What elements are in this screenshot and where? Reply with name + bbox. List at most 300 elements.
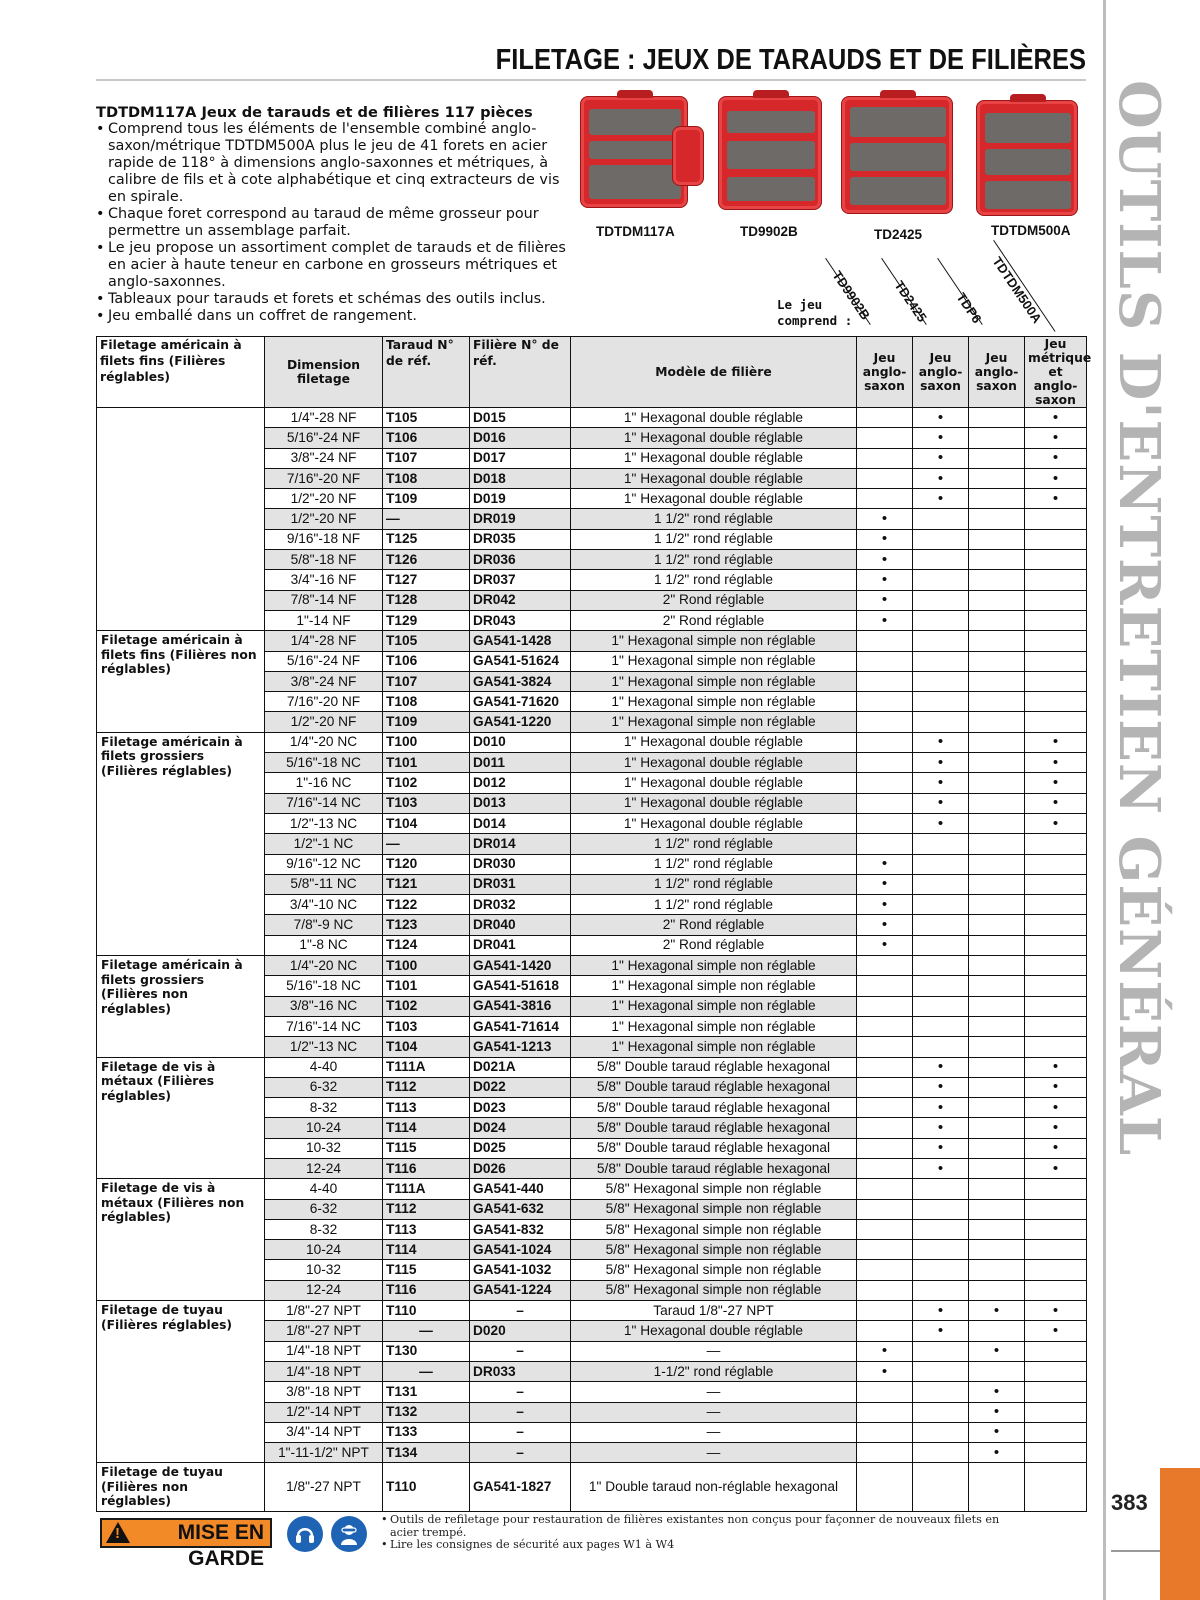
kit3-inclusion-cell bbox=[969, 1463, 1025, 1512]
product-description bbox=[96, 104, 576, 325]
kit-column-label: TDP6 bbox=[953, 290, 985, 326]
kit4-inclusion-cell bbox=[1025, 1240, 1087, 1260]
tap-ref-cell: T108 bbox=[383, 692, 470, 712]
kit-column-label: TD9902B bbox=[829, 268, 874, 323]
thread-dimension-cell: 3/8"-24 NF bbox=[265, 671, 383, 691]
kit2-inclusion-cell: • bbox=[913, 448, 969, 468]
kit1-inclusion-cell bbox=[857, 1280, 913, 1300]
kit4-inclusion-cell: • bbox=[1025, 468, 1087, 488]
kit3-inclusion-cell bbox=[969, 1260, 1025, 1280]
die-model-cell: 1 1/2" rond réglable bbox=[571, 570, 857, 590]
die-ref-cell: D022 bbox=[470, 1077, 571, 1097]
tap-ref-cell: — bbox=[383, 834, 470, 854]
kit1-inclusion-cell bbox=[857, 1158, 913, 1178]
kit4-inclusion-cell bbox=[1025, 1179, 1087, 1199]
kit4-inclusion-cell bbox=[1025, 1280, 1087, 1300]
die-ref-cell: D015 bbox=[470, 408, 571, 428]
thread-dimension-cell: 8-32 bbox=[265, 1098, 383, 1118]
kit2-inclusion-cell bbox=[913, 996, 969, 1016]
die-model-cell: 1" Hexagonal double réglable bbox=[571, 468, 857, 488]
page-number: 383 bbox=[1111, 1490, 1148, 1515]
tap-die-case-image bbox=[841, 96, 953, 214]
product-label: TD2425 bbox=[874, 227, 923, 242]
kit3-inclusion-cell bbox=[969, 651, 1025, 671]
die-ref-cell: D016 bbox=[470, 428, 571, 448]
kit3-inclusion-cell bbox=[969, 915, 1025, 935]
die-ref-cell: GA541-1032 bbox=[470, 1260, 571, 1280]
die-model-cell: 5/8" Hexagonal simple non réglable bbox=[571, 1240, 857, 1260]
die-model-cell: 1 1/2" rond réglable bbox=[571, 854, 857, 874]
tap-ref-cell: T113 bbox=[383, 1098, 470, 1118]
kit2-inclusion-cell bbox=[913, 550, 969, 570]
kit4-inclusion-cell bbox=[1025, 1361, 1087, 1381]
kit3-header: Jeu anglo-saxon bbox=[969, 337, 1025, 408]
kit1-inclusion-cell bbox=[857, 1016, 913, 1036]
eye-protection-icon bbox=[331, 1516, 367, 1552]
kit4-inclusion-cell: • bbox=[1025, 1138, 1087, 1158]
kit1-inclusion-cell bbox=[857, 1199, 913, 1219]
tap-die-case-image bbox=[718, 96, 822, 210]
thread-dimension-cell: 5/16"-18 NC bbox=[265, 976, 383, 996]
die-model-cell: 2" Rond réglable bbox=[571, 610, 857, 630]
tap-ref-cell: T111A bbox=[383, 1179, 470, 1199]
thread-dimension-cell: 1"-11-1/2" NPT bbox=[265, 1443, 383, 1463]
feature-item: • Le jeu propose un assortiment complet de tarauds et de filières en acier à haute teneur en carbone en grosseurs métriques et anglo-saxonnes. bbox=[96, 240, 576, 291]
table-row bbox=[97, 1057, 1087, 1077]
kit1-inclusion-cell bbox=[857, 671, 913, 691]
thread-dimension-cell: 3/8"-18 NPT bbox=[265, 1382, 383, 1402]
kit1-inclusion-cell bbox=[857, 834, 913, 854]
thread-dimension-cell: 5/8"-11 NC bbox=[265, 874, 383, 894]
kit3-inclusion-cell bbox=[969, 408, 1025, 428]
tap-ref-cell: T100 bbox=[383, 732, 470, 752]
die-header: Filière N° de réf. bbox=[470, 337, 571, 408]
kit2-inclusion-cell bbox=[913, 1240, 969, 1260]
die-ref-cell: D014 bbox=[470, 813, 571, 833]
die-model-cell: 1" Hexagonal double réglable bbox=[571, 489, 857, 509]
kit2-inclusion-cell bbox=[913, 1341, 969, 1361]
kit1-inclusion-cell bbox=[857, 1402, 913, 1422]
die-model-cell: 1" Hexagonal simple non réglable bbox=[571, 976, 857, 996]
kit3-inclusion-cell bbox=[969, 1158, 1025, 1178]
die-ref-cell: GA541-71620 bbox=[470, 692, 571, 712]
kit2-inclusion-cell bbox=[913, 692, 969, 712]
die-model-cell: 5/8" Hexagonal simple non réglable bbox=[571, 1260, 857, 1280]
die-ref-cell: DR033 bbox=[470, 1361, 571, 1381]
kit3-inclusion-cell bbox=[969, 1118, 1025, 1138]
die-model-cell: 1" Hexagonal double réglable bbox=[571, 408, 857, 428]
thread-dimension-cell: 5/16"-24 NF bbox=[265, 428, 383, 448]
kit2-inclusion-cell: • bbox=[913, 1057, 969, 1077]
kit1-inclusion-cell bbox=[857, 1301, 913, 1321]
kit3-inclusion-cell bbox=[969, 793, 1025, 813]
kit1-inclusion-cell: • bbox=[857, 590, 913, 610]
kit1-inclusion-cell: • bbox=[857, 895, 913, 915]
thread-dimension-cell: 7/8"-9 NC bbox=[265, 915, 383, 935]
product-label: TDTDM500A bbox=[991, 223, 1071, 238]
tap-ref-cell: T132 bbox=[383, 1402, 470, 1422]
die-ref-cell: GA541-3816 bbox=[470, 996, 571, 1016]
kit3-inclusion-cell bbox=[969, 712, 1025, 732]
die-model-cell: 5/8" Hexagonal simple non réglable bbox=[571, 1219, 857, 1239]
kit1-inclusion-cell bbox=[857, 651, 913, 671]
thread-group-label: Filetage de tuyau (Filières non réglables) bbox=[97, 1463, 265, 1512]
kit2-inclusion-cell bbox=[913, 509, 969, 529]
kit3-inclusion-cell bbox=[969, 692, 1025, 712]
kit4-inclusion-cell bbox=[1025, 1463, 1087, 1512]
kit4-inclusion-cell bbox=[1025, 996, 1087, 1016]
die-model-cell: 5/8" Double taraud réglable hexagonal bbox=[571, 1098, 857, 1118]
table-row bbox=[97, 1179, 1087, 1199]
kit3-inclusion-cell bbox=[969, 1179, 1025, 1199]
die-model-cell: 1" Hexagonal double réglable bbox=[571, 813, 857, 833]
kit2-inclusion-cell bbox=[913, 1361, 969, 1381]
die-ref-cell: – bbox=[470, 1341, 571, 1361]
die-ref-cell: GA541-1224 bbox=[470, 1280, 571, 1300]
tap-ref-cell: T126 bbox=[383, 550, 470, 570]
kit3-inclusion-cell bbox=[969, 874, 1025, 894]
die-ref-cell: DR032 bbox=[470, 895, 571, 915]
die-ref-cell: – bbox=[470, 1443, 571, 1463]
thread-dimension-cell: 1/4"-28 NF bbox=[265, 408, 383, 428]
kit1-inclusion-cell: • bbox=[857, 570, 913, 590]
kit1-inclusion-cell bbox=[857, 1098, 913, 1118]
kit1-inclusion-cell: • bbox=[857, 854, 913, 874]
kit3-inclusion-cell bbox=[969, 570, 1025, 590]
kit1-inclusion-cell bbox=[857, 1037, 913, 1057]
page-title: FILETAGE : JEUX DE TARAUDS ET DE FILIÈRES bbox=[495, 44, 1086, 76]
die-ref-cell: GA541-1024 bbox=[470, 1240, 571, 1260]
kit1-inclusion-cell: • bbox=[857, 1341, 913, 1361]
kit4-inclusion-cell bbox=[1025, 550, 1087, 570]
die-model-cell: 5/8" Hexagonal simple non réglable bbox=[571, 1199, 857, 1219]
kit2-inclusion-cell bbox=[913, 1422, 969, 1442]
kit3-inclusion-cell bbox=[969, 1016, 1025, 1036]
hearing-protection-icon bbox=[287, 1516, 323, 1552]
kit3-inclusion-cell: • bbox=[969, 1443, 1025, 1463]
kit4-inclusion-cell bbox=[1025, 671, 1087, 691]
kit2-inclusion-cell: • bbox=[913, 489, 969, 509]
feature-item: • Jeu emballé dans un coffret de rangement. bbox=[96, 308, 576, 325]
kit4-inclusion-cell: • bbox=[1025, 489, 1087, 509]
die-ref-cell: – bbox=[470, 1382, 571, 1402]
kit2-inclusion-cell bbox=[913, 1260, 969, 1280]
kit4-inclusion-cell bbox=[1025, 1260, 1087, 1280]
kit3-inclusion-cell: • bbox=[969, 1382, 1025, 1402]
diagonal-rule bbox=[993, 240, 1055, 332]
die-ref-cell: GA541-3824 bbox=[470, 671, 571, 691]
kit2-inclusion-cell bbox=[913, 529, 969, 549]
kit4-inclusion-cell: • bbox=[1025, 773, 1087, 793]
kit3-inclusion-cell bbox=[969, 1037, 1025, 1057]
die-model-cell: 1 1/2" rond réglable bbox=[571, 509, 857, 529]
thread-dimension-cell: 1/2"-13 NC bbox=[265, 1037, 383, 1057]
die-model-cell: 1" Hexagonal simple non réglable bbox=[571, 712, 857, 732]
thread-dimension-cell: 9/16"-18 NF bbox=[265, 529, 383, 549]
thread-group-label: Filetage américain à filets grossiers (Filières non réglables) bbox=[97, 956, 265, 1057]
kit1-inclusion-cell bbox=[857, 1057, 913, 1077]
feature-item: • Tableaux pour tarauds et forets et schémas des outils inclus. bbox=[96, 291, 576, 308]
thread-dimension-cell: 8-32 bbox=[265, 1219, 383, 1239]
kit1-inclusion-cell bbox=[857, 1443, 913, 1463]
thread-dimension-cell: 3/4"-16 NF bbox=[265, 570, 383, 590]
thread-dimension-cell: 6-32 bbox=[265, 1199, 383, 1219]
tap-ref-cell: — bbox=[383, 1361, 470, 1381]
kit3-inclusion-cell bbox=[969, 834, 1025, 854]
section-side-title: OUTILS D'ENTRETIEN GÉNÉRAL bbox=[1106, 80, 1172, 1157]
tap-ref-cell: T107 bbox=[383, 671, 470, 691]
kit4-inclusion-cell bbox=[1025, 956, 1087, 976]
title-rule bbox=[96, 79, 1086, 81]
kit2-inclusion-cell bbox=[913, 590, 969, 610]
kit3-inclusion-cell bbox=[969, 1240, 1025, 1260]
die-ref-cell: DR037 bbox=[470, 570, 571, 590]
thread-dimension-cell: 1/4"-20 NC bbox=[265, 956, 383, 976]
kit2-inclusion-cell: • bbox=[913, 1138, 969, 1158]
tap-ref-cell: T111A bbox=[383, 1057, 470, 1077]
die-ref-cell: GA541-632 bbox=[470, 1199, 571, 1219]
die-ref-cell: GA541-71614 bbox=[470, 1016, 571, 1036]
kit3-inclusion-cell bbox=[969, 1077, 1025, 1097]
kit2-inclusion-cell: • bbox=[913, 1158, 969, 1178]
kit3-inclusion-cell bbox=[969, 935, 1025, 955]
kit1-inclusion-cell bbox=[857, 1138, 913, 1158]
tap-ref-cell: T104 bbox=[383, 813, 470, 833]
tap-ref-cell: T103 bbox=[383, 1016, 470, 1036]
thread-dimension-cell: 7/16"-20 NF bbox=[265, 468, 383, 488]
die-ref-cell: D024 bbox=[470, 1118, 571, 1138]
die-model-cell: — bbox=[571, 1402, 857, 1422]
tap-ref-cell: T109 bbox=[383, 489, 470, 509]
die-model-cell: 1 1/2" rond réglable bbox=[571, 550, 857, 570]
thread-dimension-cell: 5/8"-18 NF bbox=[265, 550, 383, 570]
die-model-cell: 1" Hexagonal simple non réglable bbox=[571, 651, 857, 671]
tap-ref-cell: T124 bbox=[383, 935, 470, 955]
kit4-inclusion-cell bbox=[1025, 1016, 1087, 1036]
product-td9902b bbox=[718, 96, 822, 210]
kit3-inclusion-cell bbox=[969, 610, 1025, 630]
thread-dimension-cell: 12-24 bbox=[265, 1158, 383, 1178]
thread-dimension-cell: 3/4"-10 NC bbox=[265, 895, 383, 915]
die-model-cell: 1" Hexagonal double réglable bbox=[571, 1321, 857, 1341]
kit4-inclusion-cell bbox=[1025, 1382, 1087, 1402]
kit2-inclusion-cell: • bbox=[913, 1321, 969, 1341]
kit4-inclusion-cell: • bbox=[1025, 1301, 1087, 1321]
thread-dimension-cell: 1/4"-20 NC bbox=[265, 732, 383, 752]
kit2-inclusion-cell bbox=[913, 1443, 969, 1463]
tap-ref-cell: T113 bbox=[383, 1219, 470, 1239]
die-ref-cell: GA541-1220 bbox=[470, 712, 571, 732]
kit3-inclusion-cell bbox=[969, 996, 1025, 1016]
die-model-cell: 5/8" Double taraud réglable hexagonal bbox=[571, 1158, 857, 1178]
die-model-cell: 1" Hexagonal double réglable bbox=[571, 428, 857, 448]
tap-ref-cell: T102 bbox=[383, 996, 470, 1016]
feature-item: • Comprend tous les éléments de l'ensemble combiné anglo-saxon/métrique TDTDM500A plus le jeu de 41 forets en acier rapide de 118° à dimensions anglo-saxonnes et métriques, à calibre de fils et à cote alphabétique et cinq extracteurs de vis en spirale. bbox=[96, 121, 576, 206]
kit1-inclusion-cell bbox=[857, 408, 913, 428]
thread-dimension-cell: 5/16"-18 NC bbox=[265, 753, 383, 773]
die-model-cell: — bbox=[571, 1341, 857, 1361]
kit4-inclusion-cell bbox=[1025, 509, 1087, 529]
kit2-inclusion-cell: • bbox=[913, 428, 969, 448]
kit4-inclusion-cell: • bbox=[1025, 448, 1087, 468]
thread-dimension-cell: 5/16"-24 NF bbox=[265, 651, 383, 671]
die-ref-cell: DR014 bbox=[470, 834, 571, 854]
die-ref-cell: D021A bbox=[470, 1057, 571, 1077]
die-model-cell: 5/8" Double taraud réglable hexagonal bbox=[571, 1057, 857, 1077]
tap-ref-cell: T127 bbox=[383, 570, 470, 590]
kit2-inclusion-cell bbox=[913, 1463, 969, 1512]
die-ref-cell: DR042 bbox=[470, 590, 571, 610]
die-model-cell: 2" Rond réglable bbox=[571, 915, 857, 935]
tap-ref-cell: T116 bbox=[383, 1280, 470, 1300]
table-row bbox=[97, 1301, 1087, 1321]
die-model-cell: 1" Hexagonal simple non réglable bbox=[571, 996, 857, 1016]
thread-group-label: Filetage américain à filets grossiers (Filières réglables) bbox=[97, 732, 265, 955]
kit4-inclusion-cell: • bbox=[1025, 1098, 1087, 1118]
thread-dimension-cell: 4-40 bbox=[265, 1179, 383, 1199]
tap-ref-cell: T120 bbox=[383, 854, 470, 874]
tap-ref-cell: T101 bbox=[383, 976, 470, 996]
kit1-inclusion-cell bbox=[857, 1118, 913, 1138]
footer-notes bbox=[381, 1514, 1031, 1552]
thread-dimension-cell: 1"-8 NC bbox=[265, 935, 383, 955]
tap-ref-cell: T125 bbox=[383, 529, 470, 549]
kit4-inclusion-cell bbox=[1025, 915, 1087, 935]
tap-ref-cell: T114 bbox=[383, 1118, 470, 1138]
product-tdtdm500a bbox=[976, 100, 1078, 216]
kit4-inclusion-cell bbox=[1025, 1402, 1087, 1422]
kit2-inclusion-cell bbox=[913, 1037, 969, 1057]
kit1-inclusion-cell bbox=[857, 773, 913, 793]
table-row bbox=[97, 732, 1087, 752]
kit2-inclusion-cell bbox=[913, 712, 969, 732]
die-ref-cell: D013 bbox=[470, 793, 571, 813]
kit4-inclusion-cell: • bbox=[1025, 813, 1087, 833]
warning-badge bbox=[100, 1518, 272, 1570]
kit1-inclusion-cell bbox=[857, 712, 913, 732]
tap-ref-cell: T128 bbox=[383, 590, 470, 610]
kit2-inclusion-cell: • bbox=[913, 732, 969, 752]
kit3-inclusion-cell: • bbox=[969, 1301, 1025, 1321]
die-ref-cell: D018 bbox=[470, 468, 571, 488]
tap-ref-cell: T105 bbox=[383, 408, 470, 428]
die-model-cell: 1" Hexagonal simple non réglable bbox=[571, 692, 857, 712]
product-td2425 bbox=[841, 96, 953, 214]
kit2-inclusion-cell bbox=[913, 915, 969, 935]
kit4-inclusion-cell bbox=[1025, 935, 1087, 955]
kit4-inclusion-cell: • bbox=[1025, 732, 1087, 752]
thread-dimension-cell: 7/16"-14 NC bbox=[265, 1016, 383, 1036]
kit3-inclusion-cell: • bbox=[969, 1341, 1025, 1361]
thread-dimension-cell: 1/8"-27 NPT bbox=[265, 1463, 383, 1512]
kit2-inclusion-cell: • bbox=[913, 1098, 969, 1118]
kit4-inclusion-cell bbox=[1025, 895, 1087, 915]
die-ref-cell: GA541-51618 bbox=[470, 976, 571, 996]
kit2-inclusion-cell: • bbox=[913, 773, 969, 793]
kit3-inclusion-cell bbox=[969, 428, 1025, 448]
kit4-inclusion-cell bbox=[1025, 1443, 1087, 1463]
kit-column-label: TDTDM500A bbox=[989, 254, 1045, 326]
die-model-cell: 1 1/2" rond réglable bbox=[571, 895, 857, 915]
kit4-inclusion-cell: • bbox=[1025, 1158, 1087, 1178]
kit3-inclusion-cell bbox=[969, 529, 1025, 549]
thread-group-label: Filetage américain à filets fins (Filières non réglables) bbox=[97, 631, 265, 732]
kit1-inclusion-cell bbox=[857, 976, 913, 996]
kit4-inclusion-cell bbox=[1025, 692, 1087, 712]
thread-dimension-cell: 10-32 bbox=[265, 1260, 383, 1280]
table-row bbox=[97, 631, 1087, 651]
thread-group-label: Filetage de vis à métaux (Filières réglables) bbox=[97, 1057, 265, 1179]
footer-note: • Outils de refiletage pour restauration de filières existantes non conçus pour façonner de nouveaux filets en acier trempé. bbox=[381, 1514, 1031, 1539]
kit3-inclusion-cell bbox=[969, 1138, 1025, 1158]
die-ref-cell: DR031 bbox=[470, 874, 571, 894]
die-ref-cell: GA541-832 bbox=[470, 1219, 571, 1239]
kit1-inclusion-cell: • bbox=[857, 610, 913, 630]
threading-spec-table bbox=[96, 336, 1092, 1512]
thread-dimension-cell: 1/4"-18 NPT bbox=[265, 1361, 383, 1381]
die-ref-cell: D026 bbox=[470, 1158, 571, 1178]
kit1-inclusion-cell bbox=[857, 468, 913, 488]
product-heading: TDTDM117A Jeux de tarauds et de filières 117 pièces bbox=[96, 104, 533, 121]
kit1-inclusion-cell bbox=[857, 1077, 913, 1097]
thread-group-label: Filetage de tuyau (Filières réglables) bbox=[97, 1301, 265, 1463]
die-model-cell: 5/8" Double taraud réglable hexagonal bbox=[571, 1138, 857, 1158]
die-ref-cell: – bbox=[470, 1422, 571, 1442]
tap-ref-cell: T100 bbox=[383, 956, 470, 976]
thread-dimension-cell: 6-32 bbox=[265, 1077, 383, 1097]
thread-dimension-cell: 9/16"-12 NC bbox=[265, 854, 383, 874]
die-model-cell: 1" Hexagonal simple non réglable bbox=[571, 671, 857, 691]
thread-dimension-cell: 1"-14 NF bbox=[265, 610, 383, 630]
kit3-inclusion-cell bbox=[969, 448, 1025, 468]
die-ref-cell: DR035 bbox=[470, 529, 571, 549]
kit2-inclusion-cell: • bbox=[913, 408, 969, 428]
tap-ref-cell: T112 bbox=[383, 1077, 470, 1097]
kit4-inclusion-cell bbox=[1025, 1199, 1087, 1219]
kit3-inclusion-cell: • bbox=[969, 1402, 1025, 1422]
kit4-inclusion-cell bbox=[1025, 712, 1087, 732]
die-model-cell: 5/8" Hexagonal simple non réglable bbox=[571, 1179, 857, 1199]
kit2-inclusion-cell: • bbox=[913, 1077, 969, 1097]
thread-dimension-cell: 10-24 bbox=[265, 1240, 383, 1260]
kit1-inclusion-cell bbox=[857, 1219, 913, 1239]
table-row bbox=[97, 1463, 1087, 1512]
kit3-inclusion-cell bbox=[969, 1098, 1025, 1118]
kit1-inclusion-cell bbox=[857, 428, 913, 448]
tap-ref-cell: T133 bbox=[383, 1422, 470, 1442]
kit4-inclusion-cell bbox=[1025, 570, 1087, 590]
die-model-cell: 1 1/2" rond réglable bbox=[571, 529, 857, 549]
kit3-inclusion-cell bbox=[969, 1199, 1025, 1219]
kit1-inclusion-cell: • bbox=[857, 1361, 913, 1381]
tap-ref-cell: T134 bbox=[383, 1443, 470, 1463]
kit4-inclusion-cell: • bbox=[1025, 793, 1087, 813]
table-row bbox=[97, 408, 1087, 428]
kit4-inclusion-cell bbox=[1025, 1341, 1087, 1361]
kit3-inclusion-cell bbox=[969, 773, 1025, 793]
tap-header: Taraud N° de réf. bbox=[383, 337, 470, 408]
kit2-inclusion-cell: • bbox=[913, 813, 969, 833]
kit2-inclusion-cell: • bbox=[913, 1118, 969, 1138]
kit-columns-intro: Le jeu comprend : bbox=[777, 297, 853, 328]
kit2-inclusion-cell bbox=[913, 874, 969, 894]
thread-dimension-cell: 7/16"-20 NF bbox=[265, 692, 383, 712]
die-model-cell: 1" Hexagonal double réglable bbox=[571, 773, 857, 793]
kit1-inclusion-cell bbox=[857, 1382, 913, 1402]
die-ref-cell: DR036 bbox=[470, 550, 571, 570]
kit1-inclusion-cell bbox=[857, 1422, 913, 1442]
thread-dimension-cell: 1/2"-20 NF bbox=[265, 509, 383, 529]
